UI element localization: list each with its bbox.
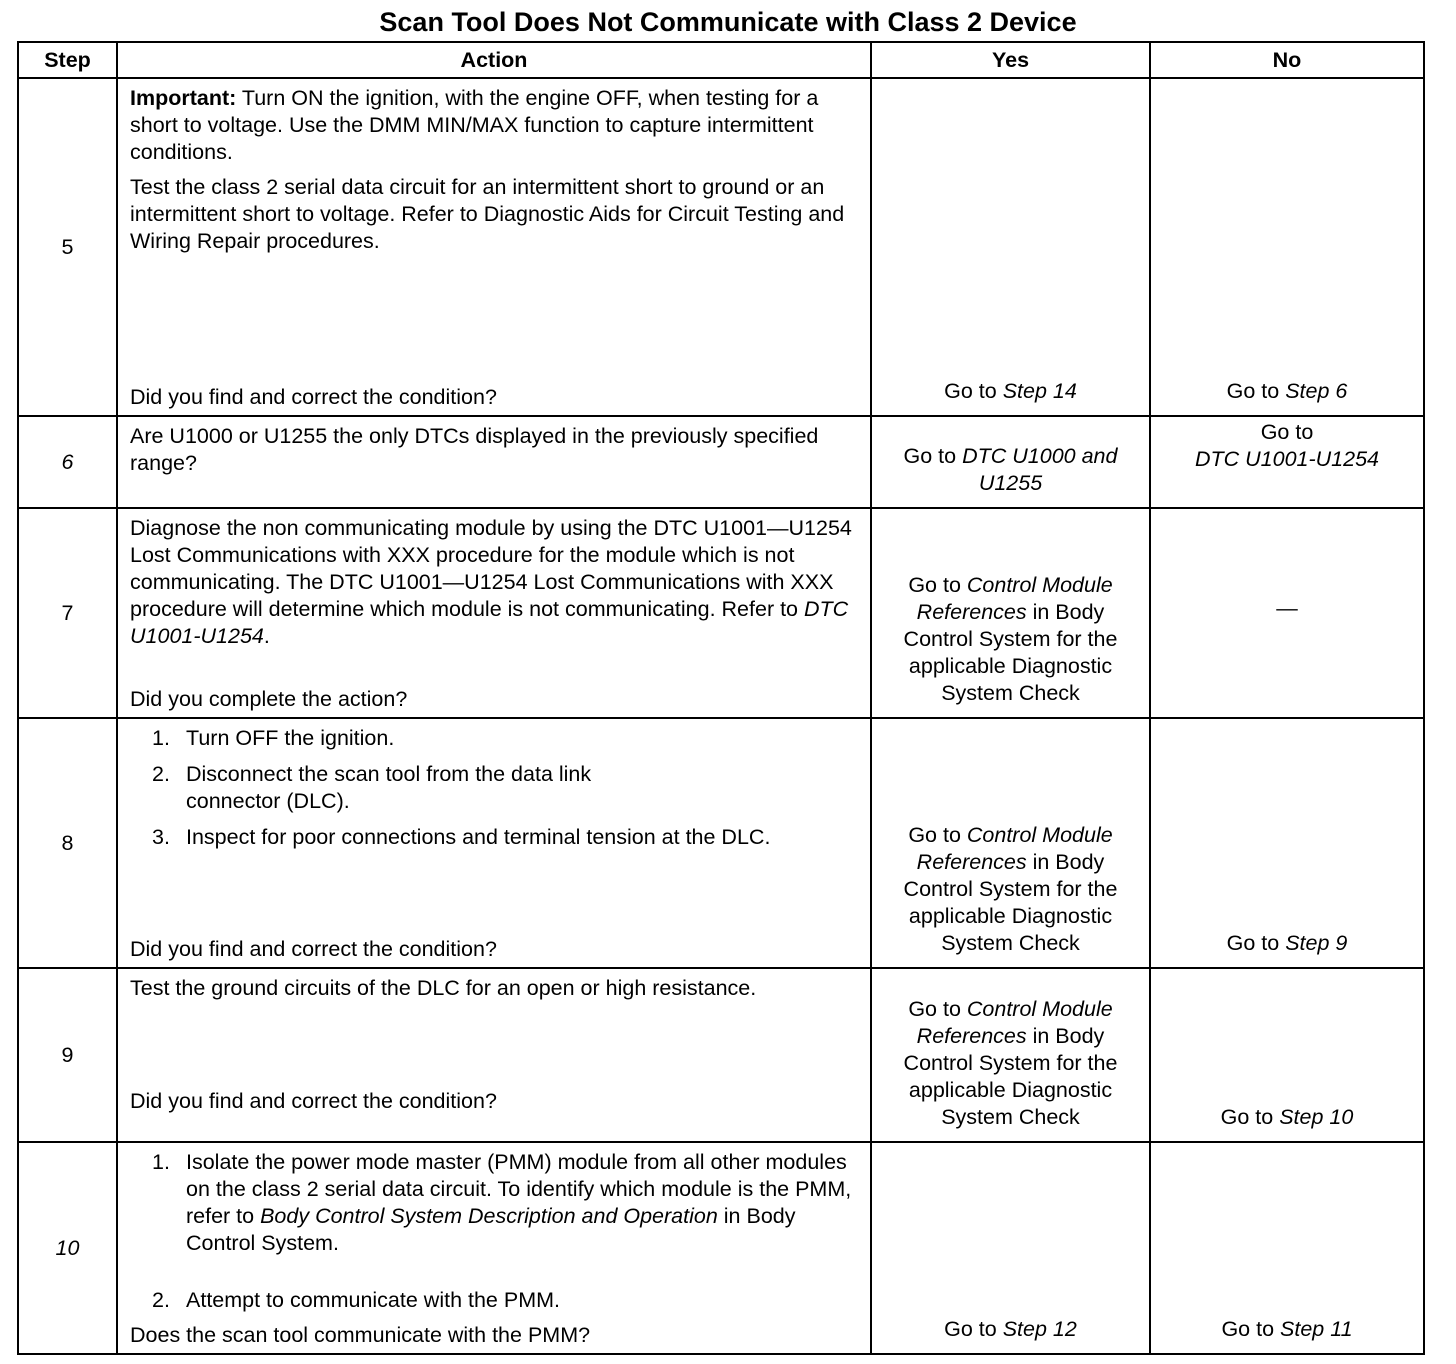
- header-yes: Yes: [871, 42, 1150, 78]
- table-row-step-9: [18, 968, 1424, 1142]
- table-row-step-8: [18, 718, 1424, 968]
- table-row-step-6: [18, 416, 1424, 508]
- yes-prefix: Go to: [908, 823, 967, 847]
- action-text: Test the class 2 serial data circuit for an intermittent short to ground or an intermittent short to voltage. Refer to Diagnostic Aids for Circuit Testing and Wiring Repair procedures.: [130, 175, 845, 253]
- yes-suffix: in Body Control System for the applicable Diagnostic System Check: [903, 850, 1118, 955]
- no-cell: [1150, 968, 1424, 1142]
- header-action: Action: [117, 42, 871, 78]
- action-link[interactable]: Body Control System Description and Operation: [260, 1204, 718, 1228]
- action-question: Did you find and correct the condition?: [130, 937, 497, 961]
- no-link[interactable]: Step 10: [1279, 1105, 1354, 1129]
- important-label: Important:: [130, 86, 237, 110]
- no-cell: [1150, 508, 1424, 718]
- action-question: Did you find and correct the condition?: [130, 1089, 497, 1113]
- yes-cell: [871, 968, 1150, 1142]
- yes-link[interactable]: Step 12: [1002, 1317, 1077, 1341]
- list-item: 1. Turn OFF the ignition.: [152, 726, 395, 750]
- action-text-end: .: [263, 624, 270, 648]
- list-item: 2. Attempt to communicate with the PMM.: [152, 1288, 560, 1312]
- yes-prefix: Go to: [903, 444, 963, 468]
- action-cell: [117, 968, 871, 1142]
- action-text: Test the ground circuits of the DLC for an open or high resistance.: [130, 976, 757, 1000]
- action-steps-list: [130, 725, 860, 860]
- action-cell: [117, 416, 871, 508]
- action-cell: [117, 508, 871, 718]
- table-header-row: [18, 42, 1424, 78]
- yes-cell: [871, 1142, 1150, 1354]
- list-item: 3. Inspect for poor connections and terminal tension at the DLC.: [152, 825, 771, 849]
- table-row-step-10: [18, 1142, 1424, 1354]
- action-link[interactable]: DTC U1001-U1254: [130, 597, 849, 648]
- action-steps-list: [130, 1287, 860, 1322]
- important-note: [130, 85, 860, 166]
- action-text: [130, 515, 860, 650]
- action-question: Did you complete the action?: [130, 687, 408, 711]
- table-row-step-5: [18, 78, 1424, 416]
- no-prefix: Go to: [1221, 1317, 1281, 1341]
- no-text: —: [1276, 595, 1298, 620]
- action-cell: [117, 78, 871, 416]
- no-cell: [1150, 78, 1424, 416]
- yes-suffix: in Body Control System for the applicable Diagnostic System Check: [903, 1024, 1118, 1129]
- yes-link[interactable]: Control Module References: [916, 573, 1113, 624]
- action-steps-list: [130, 1149, 860, 1257]
- header-step: Step: [18, 42, 117, 78]
- no-prefix: Go to: [1226, 931, 1286, 955]
- step-number: 5: [18, 78, 117, 416]
- yes-cell: [871, 718, 1150, 968]
- yes-prefix: Go to: [944, 379, 1003, 403]
- yes-link[interactable]: DTC U1000 and U1255: [962, 444, 1118, 495]
- action-question: Did you find and correct the condition?: [130, 385, 497, 409]
- no-cell: [1150, 416, 1424, 508]
- no-link[interactable]: Step 6: [1285, 379, 1348, 403]
- yes-suffix: in Body Control System for the applicable Diagnostic System Check: [903, 600, 1118, 705]
- yes-cell: [871, 508, 1150, 718]
- no-cell: [1150, 1142, 1424, 1354]
- yes-prefix: Go to: [908, 573, 967, 597]
- step-number: 9: [18, 968, 117, 1142]
- yes-prefix: Go to: [908, 997, 967, 1021]
- list-item: 2. Disconnect the scan tool from the data link connector (DLC).: [152, 762, 592, 813]
- yes-link[interactable]: Control Module References: [916, 823, 1113, 874]
- list-item: 1. Isolate the power mode master (PMM) module from all other modules on the class 2 serial data circuit. To identify which module is the PMM, refer to Body Control System Description and Operation in Body Control System.: [152, 1150, 852, 1255]
- no-cell: [1150, 718, 1424, 968]
- step-number: 10: [18, 1142, 117, 1354]
- no-prefix: Go to: [1226, 379, 1286, 403]
- yes-prefix: Go to: [944, 1317, 1003, 1341]
- important-text: Turn ON the ignition, with the engine OFF, when testing for a short to voltage. Use the DMM MIN/MAX function to capture intermittent conditions.: [130, 86, 819, 164]
- no-prefix: Go to: [1260, 420, 1314, 444]
- no-link[interactable]: DTC U1001-U1254: [1194, 447, 1380, 471]
- yes-link[interactable]: Step 14: [1002, 379, 1077, 403]
- header-no: No: [1150, 42, 1424, 78]
- action-question: Does the scan tool communicate with the PMM?: [130, 1323, 591, 1347]
- action-cell: [117, 718, 871, 968]
- step-number: 6: [18, 416, 117, 508]
- yes-cell: [871, 78, 1150, 416]
- action-text-body: Diagnose the non communicating module by using the DTC U1001—U1254 Lost Communications with XXX procedure for the module which is not communicating. The DTC U1001—U1254 Lost Communications with XXX procedure will determine which module is not communicating. Refer to: [130, 516, 852, 621]
- table-row-step-7: [18, 508, 1424, 718]
- step-number: 8: [18, 718, 117, 968]
- yes-cell: [871, 416, 1150, 508]
- no-link[interactable]: Step 9: [1285, 931, 1348, 955]
- no-prefix: Go to: [1220, 1105, 1280, 1129]
- action-cell: [117, 1142, 871, 1354]
- page-title: Scan Tool Does Not Communicate with Class 2 Device: [379, 7, 1077, 37]
- yes-link[interactable]: Control Module References: [916, 997, 1113, 1048]
- action-question: Are U1000 or U1255 the only DTCs displayed in the previously specified range?: [130, 424, 819, 475]
- no-link[interactable]: Step 11: [1280, 1317, 1353, 1341]
- step-number: 7: [18, 508, 117, 718]
- diagnostic-table: [17, 41, 1425, 1355]
